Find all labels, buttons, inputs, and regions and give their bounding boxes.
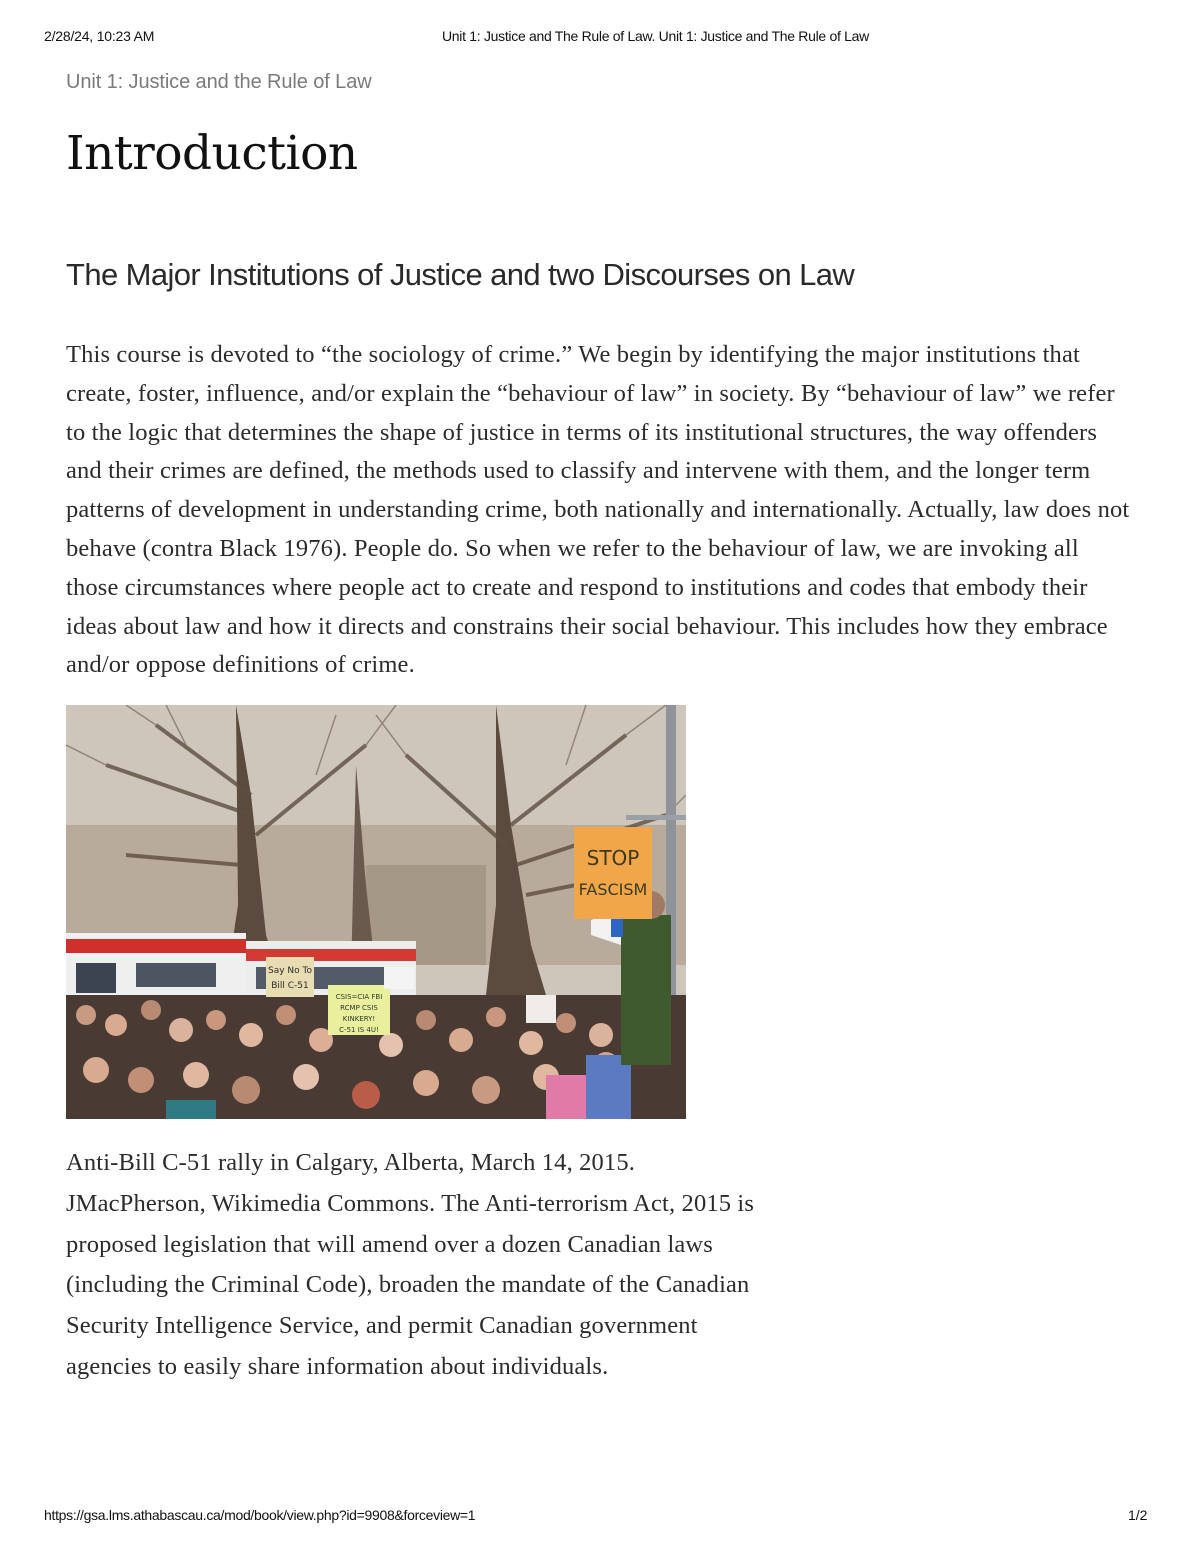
page-title: Introduction <box>66 126 358 181</box>
svg-text:Bill C-51: Bill C-51 <box>271 981 309 992</box>
print-footer <box>0 1507 1200 1527</box>
svg-text:KINKERY!: KINKERY! <box>342 1015 376 1024</box>
book-chapter-content <box>66 64 1136 1387</box>
print-header <box>0 28 1200 48</box>
figure-caption: Anti-Bill C-51 rally in Calgary, Alberta, March 14, 2015. JMacPherson, Wikimedia Commons. The Anti-terrorism Act, 2015 is proposed legislation that will amend over a dozen Canadian laws (including the Criminal Code), broaden the mandate of the Canadian Security Intelligence Service, and permit Canadian government agencies to easily share information about individuals. <box>66 1149 755 1380</box>
print-date-time: 2/28/24, 10:23 AM <box>44 28 155 44</box>
breadcrumb[interactable]: Unit 1: Justice and the Rule of Law <box>66 71 372 93</box>
svg-text:C-51 IS 4U!: C-51 IS 4U! <box>339 1026 379 1035</box>
print-url: https://gsa.lms.athabascau.ca/mod/book/view.php?id=9908&forceview=1 <box>44 1507 476 1523</box>
svg-text:FASCISM: FASCISM <box>578 880 648 900</box>
svg-text:RCMP CSIS: RCMP CSIS <box>340 1004 378 1013</box>
page-number: 1/2 <box>1128 1507 1148 1523</box>
svg-text:Say No To: Say No To <box>268 966 312 977</box>
body-paragraph: This course is devoted to “the sociology of crime.” We begin by identifying the major institutions that create, foster, influence, and/or explain the “behaviour of law” in society. By “behaviour of law” we refer to the logic that determines the shape of justice in terms of its institutional structures, the way offenders and their crimes are defined, the methods used to classify and intervene with them, and the longer term patterns of development in understanding crime, both nationally and internationally. Actually, law does not behave (contra Black 1976). People do. So when we refer to the behaviour of law, we are invoking all those circumstances where people act to create and respond to institutions and codes that embody their ideas about law and how it directs and constrains their social behaviour. This includes how they embrace and/or oppose definitions of crime. <box>66 341 1130 679</box>
section-heading: The Major Institutions of Justice and two Discourses on Law <box>66 257 855 292</box>
svg-text:STOP: STOP <box>586 846 640 871</box>
say-no-sign <box>266 957 314 997</box>
rally-figure <box>66 705 755 1387</box>
svg-text:CSIS=CIA FBI: CSIS=CIA FBI <box>335 993 383 1002</box>
rally-photo-illustration <box>66 705 686 1119</box>
stop-fascism-sign <box>574 827 652 919</box>
rally-photo <box>66 705 686 1119</box>
print-document-title: Unit 1: Justice and The Rule of Law. Unit 1: Justice and The Rule of Law <box>442 28 869 44</box>
